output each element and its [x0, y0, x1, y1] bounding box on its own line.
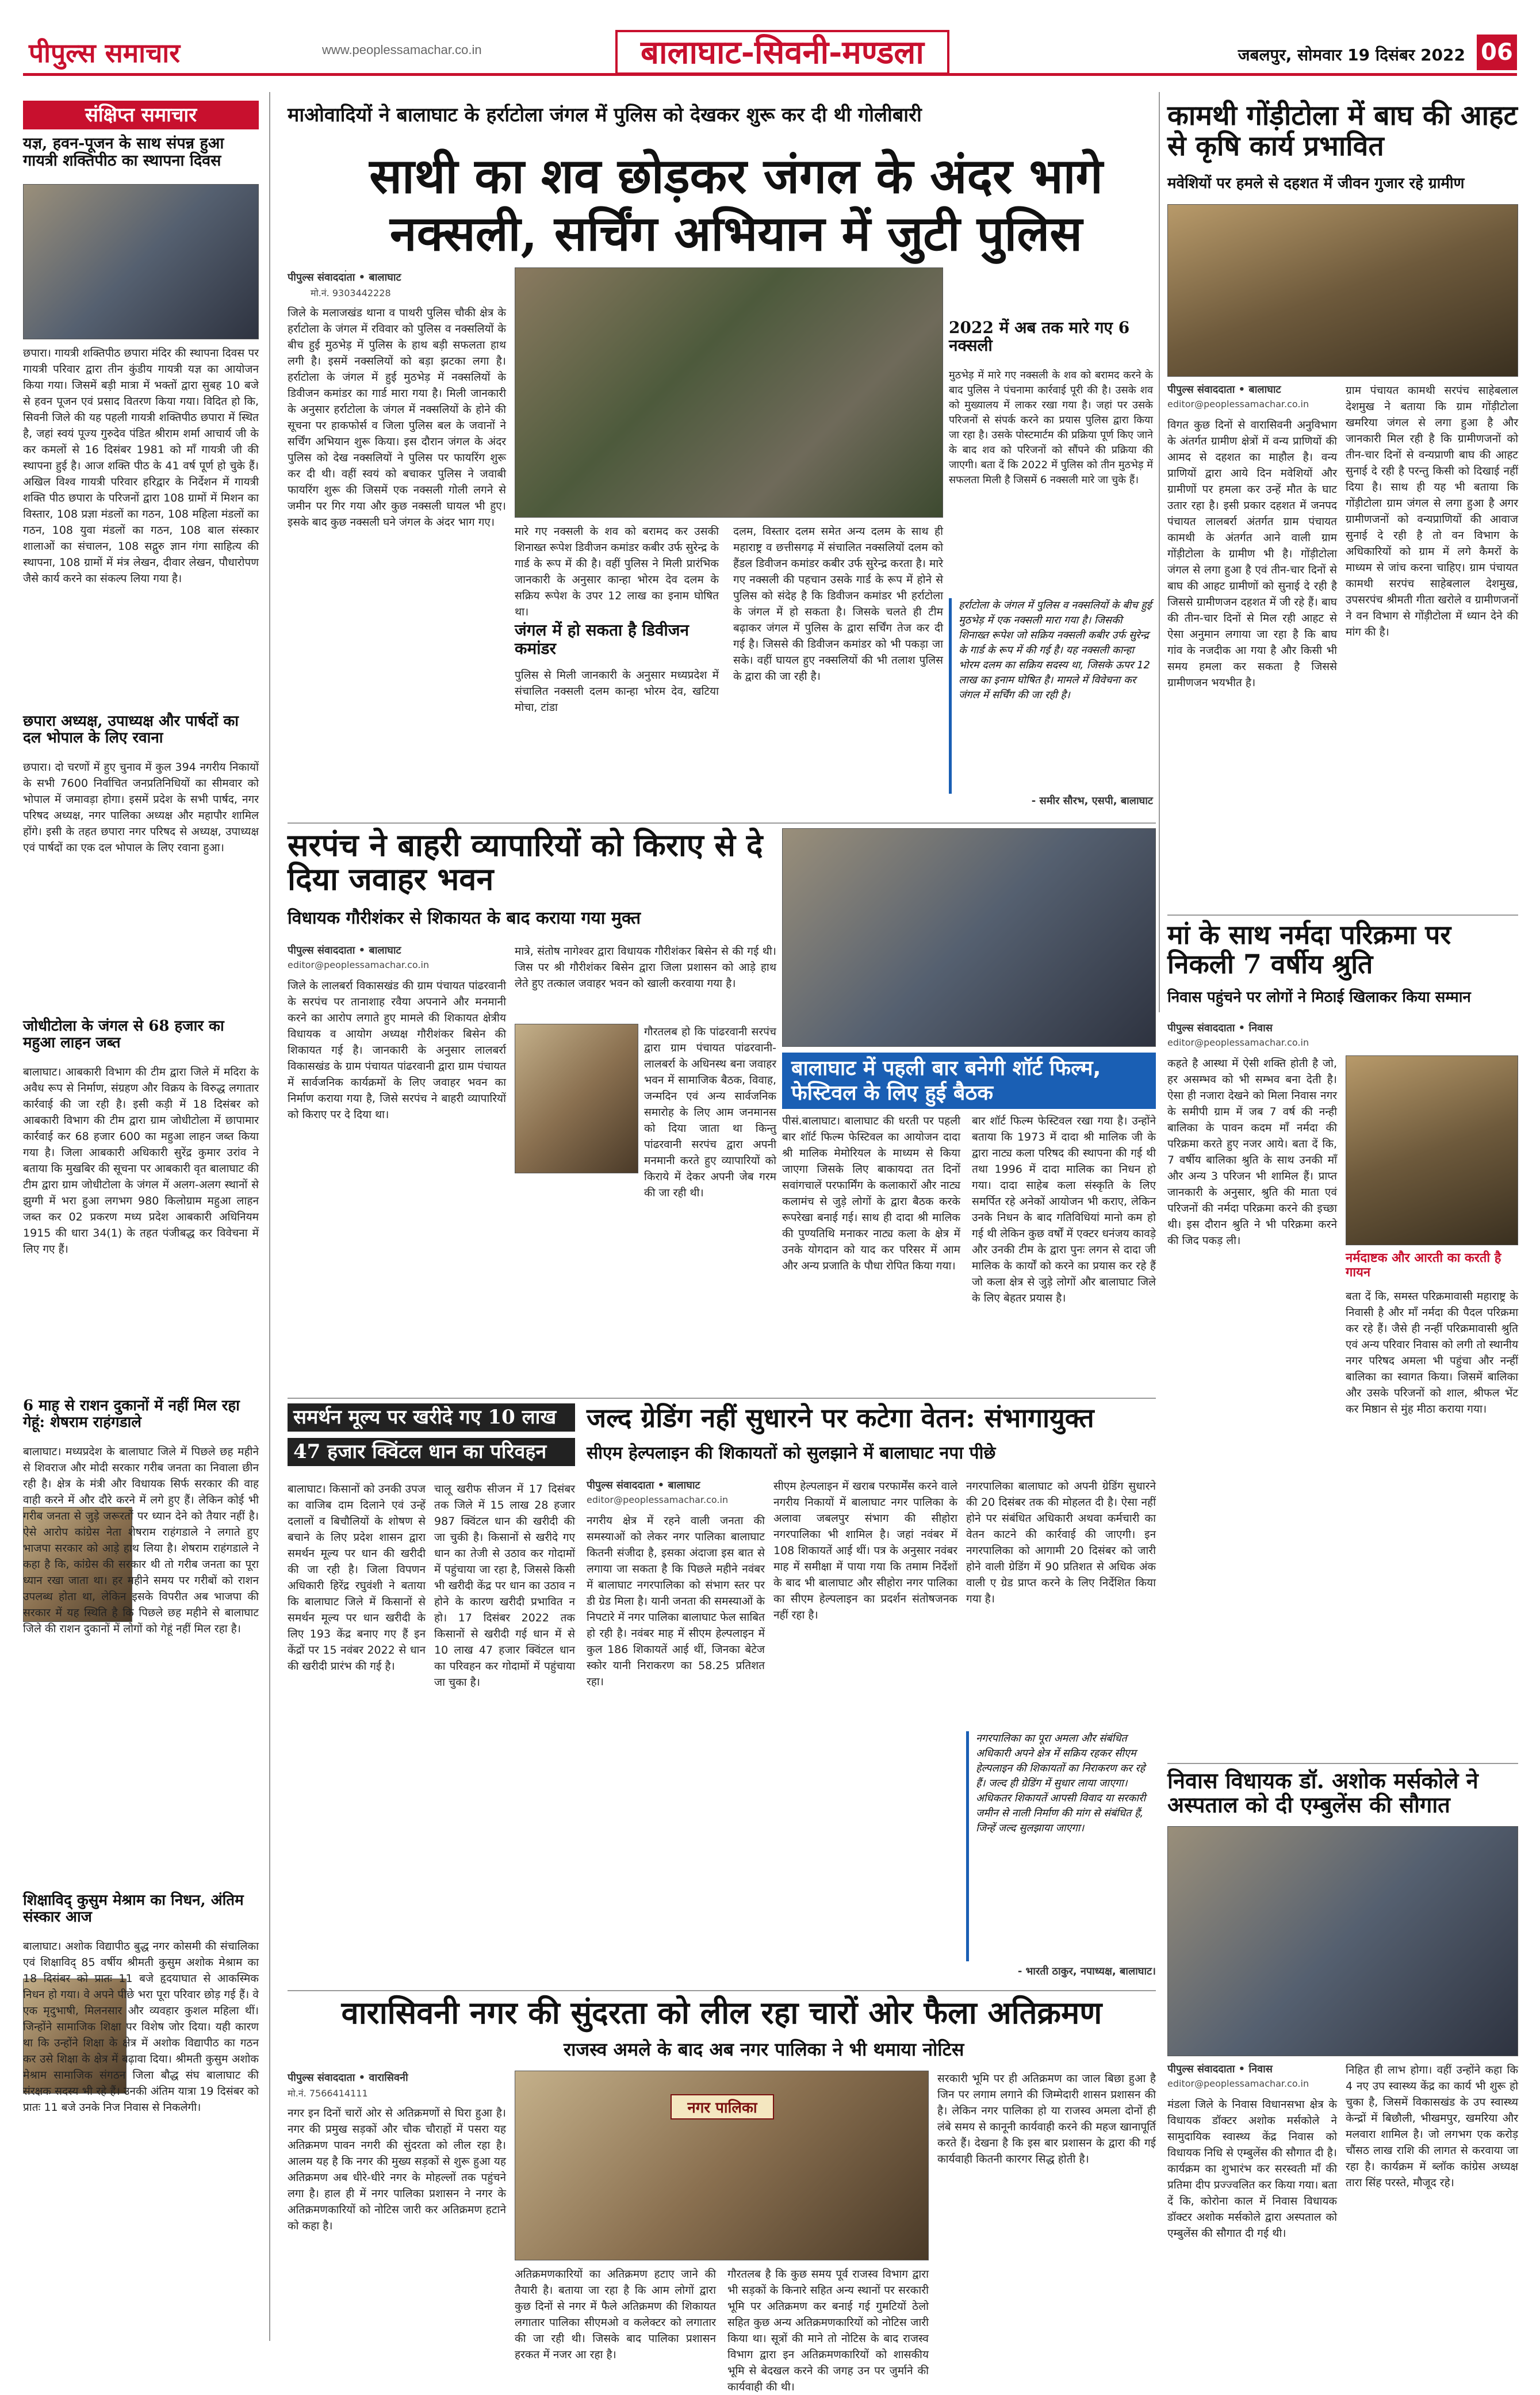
lead-headline: नक्सली, सर्चिंग अभियान में जुटी पुलिस	[390, 205, 1082, 262]
brief-text: छपारा। गायत्री शक्तिपीठ छपारा मंदिर की स्थापना दिवस पर गायत्री परिवार द्वारा तीन कुंडीय गायत्री यज्ञ का आयोजन किया गया। जिसमें बड़ी मात्रा में भक्तों द्वारा सुबह 10 बजे से हवन पूजन एवं प्रसाद वितरण किया गया। विदित हो कि, सिवनी जिले की यह पहली गायत्री शक्तिपीठ छपारा में स्थित है, जहां स्वयं पूज्य गुरुदेव पंडित श्रीराम शर्मा आचार्य जी के कर कमलों से 16 दिसंबर 1981 को माँ गायत्री जी की स्थापना हुई है। आज शक्ति पीठ के 41 वर्ष पूर्ण हो चुके हैं। अखिल विश्व गायत्री परिवार हरिद्वार के निर्देशन में गायत्री शक्ति पीठ छपारा के परिजनों द्वारा 108 ग्रामों में मिशन का विस्तार, 108 प्रज्ञा मंडलों का गठन, 108 महिला मंडलों का गठन, 108 युवा मंडलों का गठन, 108 बाल संस्कार शालाओं का संचालन, 108 सद्गुरु ज्ञान गंगा साहित्य की स्थापना, 108 ग्रामों में मंत्र लेखन, दीवार लेखन, पौधारोपण जैसे कार्य करने का संकल्प लिया गया है।	[23, 347, 259, 585]
sarpanch-text: मात्रे, संतोष नागेश्वर द्वारा विधायक गौरीशंकर बिसेन से की गई थी। जिस पर श्री गौरीशंकर बिसेन द्वारा जिला प्रशासन को आड़े हाथ लेते हुए तत्काल जवाहर भवन को खाली करवाया गया है।	[515, 945, 776, 990]
wages-subhead: सीएम हेल्पलाइन की शिकायतों को सुलझाने में बालाघाट नपा पीछे	[587, 1443, 996, 1463]
section-divider	[288, 1990, 1156, 1991]
byline: पीपुल्स संवाददाता • बालाघाट	[587, 1479, 700, 1491]
section-divider	[1167, 1763, 1518, 1764]
brief-text: बालाघाट। अशोक विद्यापीठ बुद्ध नगर कोसमी की संचालिका एवं शिक्षाविद् 85 वर्षीय श्रीमती कुसुम अशोक मेश्राम का 18 दिसंबर को प्रातः 11 बजे हृदयाघात से आकस्मिक निधन हो गया। वे अपने पीछे भरा पूरा परिवार छोड़ गई हैं। वे एक मृदुभाषी, मिलनसार और व्यवहार कुशल महिला थीं। जिन्होंने सामाजिक शिक्षा पर विशेष जोर दिया। यही कारण था कि उन्होंने शिक्षा के क्षेत्र में अशोक विद्यापीठ का गठन कर उसे शिक्षा के क्षेत्र में बढ़ावा दिया। श्रीमती कुसुम अशोक मेश्राम सामाजिक संगठन जिला बौद्ध संघ बालाघाट की संरक्षक सदस्य भी रहे हैं। उनकी अंतिम यात्रा 19 दिसंबर को प्रातः 11 बजे उनके निज निवास से निकलेगी।	[23, 1940, 259, 2114]
column-divider	[269, 92, 270, 2341]
paddy-text: चालू खरीफ सीजन में 17 दिसंबर तक जिले में 15 लाख 28 हजार 987 क्विंटल धान की खरीदी की जा चुकी है। किसानों से खरीदे गए धान का तेजी से उठाव कर गोदामों में पहुंचाया जा रहा है, जिससे किसी भी खरीदी केंद्र पर धान का उठाव न होने के कारण खरीदी प्रभावित न हो। 17 दिसंबर 2022 तक किसानों से खरीदी गई धान में से 10 लाख 47 हजार क्विंटल धान का परिवहन कर गोदामों में पहुंचाया जा चुका है।	[434, 1483, 575, 1689]
ambulance-text: मंडला जिले के निवास विधानसभा क्षेत्र के विधायक डॉक्टर अशोक मर्सकोले ने सामुदायिक स्वास्थ्य केंद्र निवास को विधायक निधि से एम्बुलेंस की सौगात दी है। कार्यक्रम का शुभारंभ कर सरस्वती माँ की प्रतिमा दीप प्रज्ज्वलित कर किया गया। बता दें कि, कोरोना काल में निवास विधायक डॉक्टर अशोक मर्सकोले द्वारा अस्पताल को एम्बुलेंस की सौगात दी गई थी।	[1167, 2098, 1337, 2240]
wages-headline: जल्द ग्रेडिंग नहीं सुधारने पर कटेगा वेतन: संभागायुक्त	[587, 1402, 1094, 1433]
lead-text: जिले के मलाजखंड थाना व पाथरी पुलिस चौकी क्षेत्र के हर्राटोला के जंगल में रविवार को पुलिस व नक्सलियों के बीच हुई मुठभेड़ में पुलिस के हाथ बड़ी सफलता हाथ लगी है। इसमें नक्सलियों को बड़ा झटका लगा है। हर्राटोला के जंगल में हुई मुठभेड़ में नक्सलियों के डिवीजन कमांडर का गार्ड मारा गया है। मिली जानकारी के अनुसार हर्राटोला के जंगल में नक्सलियों के होने की सूचना पर हाकफोर्स व जिला पुलिस बल के जवानों ने सर्चिंग अभियान शुरू किया। इस दौरान जंगल के अंदर पुलिस को देख नक्सलियों ने पुलिस पर फायरिंग शुरू कर दी थी। वहीं स्वयं को बचाकर पुलिस ने जवाबी फायरिंग शुरू की जिसमें एक नक्सली गोली लगने से जमीन पर गिर गया और कुछ नक्सली घायल भी हुए। इसके बाद कुछ नक्सली घने जंगल के अंदर भाग गए।	[288, 307, 506, 529]
lead-subhead: जंगल में हो सकता है डिवीजन कमांडर	[515, 621, 689, 659]
paddy-headline: समर्थन मूल्य पर खरीदे गए 10 लाख	[288, 1403, 575, 1432]
lead-kicker: माओवादियों ने बालाघाट के हर्राटोला जंगल में पुलिस को देखकर शुरू कर दी थी गोलीबारी	[288, 104, 922, 127]
encroach-text: गौरतलब है कि कुछ समय पूर्व राजस्व विभाग द्वारा भी सड़कों के किनारे सहित अन्य स्थानों पर सरकारी भूमि पर अतिक्रमण कर बनाई गई गुमटियों ठेलो सहित कुछ अन्य अतिक्रमणकारियों को नोटिस जारी किया था। सूत्रों की माने तो नोटिस के बाद राजस्व विभाग द्वारा इन अतिक्रमणकारियों को शासकीय भूमि से बेदखल करने की जगह उन पर जुर्माने की कार्यवाही की थी।	[727, 2268, 929, 2393]
encroach-photo	[515, 2071, 929, 2260]
lead-text: पुलिस से मिली जानकारी के अनुसार मध्यप्रदेश में संचालित नक्सली दलम कान्हा भोरम देव, खटिया मोचा, टांडा	[515, 669, 719, 714]
ambulance-photo	[1167, 1826, 1518, 2056]
encroach-text: नगर इन दिनों चारों ओर से अतिक्रमणों से घिरा हुआ है। नगर की प्रमुख सड़कों और चौक चौराहों में पसरा यह अतिक्रमण पावन नगरी की सुंदरता को लील रहा है। आलम यह है कि नगर की मुख्य सड़कों से शुरू हुआ यह अतिक्रमण अब धीरे-धीरे नगर के मोहल्लों तक पहुंचने लगा है। हाल ही में नगर पालिका प्रशासन ने नगर के अतिक्रमणकारियों को नोटिस जारी कर अतिक्रमण हटाने को कहा है।	[288, 2107, 506, 2232]
column-divider	[1159, 92, 1160, 1012]
chairperson-quote: नगरपालिका का पूरा अमला और संबंधित अधिकारी अपने क्षेत्र में सक्रिय रहकर सीएम हेल्पलाइन की शिकायतों का निराकरण कर रहे हैं। जल्द ही ग्रेडिंग में सुधार लाया जाएगा। अधिकतर शिकायतें आपसी विवाद या सरकारी जमीन से नाली निर्माण की मांग से संबंधित हैं, जिन्हें जल्द सुलझाया जाएगा।	[966, 1731, 1156, 1961]
sarpanch-text: गौरतलब हो कि पांढरवानी सरपंच द्वारा ग्राम पंचायत पांढरवानी-लालबर्रा के अधिनस्थ बना जवाहर भवन में सामाजिक बैठक, विवाह, जन्मदिन एवं अन्य सार्वजनिक समारोह के लिए आम जनमानस को दिया जाता था किन्तु पांढरवानी सरपंच द्वारा अपनी मनमानी करते हुए व्यापारियों को किराये में देकर अपनी जेब गरम की जा रही थी।	[644, 1026, 776, 1199]
section-title: बालाघाट-सिवनी-मण्डला	[615, 30, 949, 75]
wages-text: नगरपालिका बालाघाट को अपनी ग्रेडिंग सुधारने की 20 दिसंबर तक की मोहलत दी है। ऐसा नहीं होने पर संबंधित अधिकारी अथवा कर्मचारी का वेतन काटने की कार्रवाई की जाएगी। इन नगरपालिका को आगामी 20 दिसंबर को जारी होने वाली ग्रेडिंग में 90 प्रतिशत से अधिक अंक वाली ए ग्रेड प्राप्त करने के लिए निर्देशित किया गया है।	[966, 1480, 1156, 1605]
ambulance-headline: निवास विधायक डॉ. अशोक मर्सकोले ने अस्पताल को दी एम्बुलेंस की सौगात	[1167, 1767, 1478, 1818]
brief-text: छपारा। दो चरणों में हुए चुनाव में कुल 394 नगरीय निकायों के सभी 7600 निर्वाचित जनप्रतिनिधियों का सीमवार को भोपाल में जमावड़ा होगा। इसमें प्रदेश के सभी पार्षद, नगर परिषद अध्यक्ष, नगर पालिका अध्यक्ष और महापौर शामिल होंगे। इसी के तहत छपारा नगर परिषद से अध्यक्ष, उपाध्यक्ष एवं पार्षदों का एक दल भोपाल के लिए रवाना हुआ।	[23, 761, 259, 854]
byline: पीपुल्स संवाददाता • निवास	[1167, 2063, 1273, 2075]
encroach-headline: वारासिवनी नगर की सुंदरता को लील रहा चारों ओर फैला अतिक्रमण	[341, 1994, 1102, 2031]
paddy-text: बालाघाट। किसानों को उनकी उपज का वाजिब दाम दिलाने एवं उन्हें दलालों व बिचौलियों के शोषण से बचाने के लिए प्रदेश शासन द्वारा समर्थन मूल्य पर धान की खरीदी की जा रही है। जिला विपणन अधिकारी हिरेंद्र रघुवंशी ने बताया कि बालाघाट जिले में किसानों से समर्थन मूल्य पर धान खरीदी के लिए 193 केंद्र बनाए गए हैं इन केंद्रों पर 15 नवंबर 2022 से धान की खरीदी प्रारंभ की गई है।	[288, 1483, 426, 1673]
brief-headline: यज्ञ, हवन-पूजन के साथ संपन्न हुआ गायत्री शक्तिपीठ का स्थापना दिवस	[23, 135, 224, 170]
box-text: मुठभेड़ में मारे गए नक्सली के शव को बरामद करने के बाद पुलिस ने पंचनामा कार्रवाई पूरी की है। उसके शव को मुख्यालय में लाकर रखा गया है। जहां पर उसके परिजनों से संपर्क करने का प्रयास पुलिस द्वारा किया जा रहा है। उसके पोस्टमार्टम की प्रक्रिया पूर्ण किए जाने के बाद शव को परिजनों को सौंपने की प्रक्रिया की जाएगी। बता दें कि 2022 में पुलिस को तीन मुठभेड़ में सफलता मिली है जिसमें 6 नक्सली मारे जा चुके हैं।	[949, 369, 1153, 486]
page-number: 06	[1477, 35, 1517, 70]
dateline: जबलपुर, सोमवार 19 दिसंबर 2022	[1238, 45, 1465, 64]
shruti-photo	[1346, 1055, 1518, 1245]
brief-headline: छपारा अध्यक्ष, उपाध्यक्ष और पार्षदों का दल भोपाल के लिए रवाना	[23, 713, 239, 747]
shruti-text: बता दें कि, समस्त परिक्रमावासी महाराष्ट्र के निवासी है और माँ नर्मदा की पैदल परिक्रमा कर रहे हैं। जैसे ही नन्हीं परिक्रमावासी श्रुति एवं अन्य परिवार निवास को लगी तो स्थानीय नगर परिषद अमला भी पहुंचा और नन्हीं बालिका का स्वागत किया। जिसमें बालिका और उसके परिजनों को शाल, श्रीफल भेंट कर मिष्ठान से मुंह मीठा कराया गया।	[1346, 1290, 1518, 1415]
section-divider	[288, 822, 1156, 824]
paddy-headline: 47 हजार क्विंटल धान का परिवहन	[288, 1438, 575, 1466]
tiger-headline: कामथी गोंड़ीटोला में बाघ की आहट से कृषि कार्य प्रभावित	[1167, 100, 1518, 162]
encroach-text: अतिक्रमणकारियों का अतिक्रमण हटाए जाने की तैयारी है। बताया जा रहा है कि आम लोगों द्वारा कुछ दिनों से नगर में फैले अतिक्रमण की शिकायत लगातार पालिका सीएमओ व कलेक्टर को लगातार की जा रही थी। जिसके बाद पालिका प्रशासन हरकत में नजर आ रहा है।	[515, 2268, 716, 2361]
wages-text: नगरीय क्षेत्र में रहने वाली जनता की समस्याओं को लेकर नगर पालिका बालाघाट कितनी संजीदा है, इसका अंदाजा इस बात से लगाया जा सकता है कि पिछले महीने नवंबर में बालाघाट नगरपालिका को संभाग स्तर पर डी ग्रेड मिला है। यानी जनता की समस्याओं के निपटारे में नगर पालिका बालाघाट फेल साबित हो रही है। नवंबर माह में सीएम हेल्पलाइन में कुल 186 शिकायतें आई थीं, जिनका बेटेज स्कोर यानी निराकरण का 58.25 प्रतिशत रहा।	[587, 1514, 765, 1688]
wages-text: सीएम हेल्पलाइन में खराब परफार्मेंस करने वाले नगरीय निकायों में बालाघाट नगर पालिका के अलावा जबलपुर संभाग की सीहोरा नगरपालिका भी शामिल है। जहां नवंबर में 108 शिकायतें आई थीं। पत्र के अनुसार नवंबर माह में समीक्षा में पाया गया कि तमाम निर्देशों के बाद भी बालाघाट और सीहोरा नगर पालिका का सीएम हेल्पलाइन का प्रदर्शन संतोषजनक नहीं रहा है।	[773, 1480, 957, 1621]
section-divider	[288, 1398, 1156, 1399]
film-text: पीसं.बालाघाट। बालाघाट की धरती पर पहली बार शॉर्ट फिल्म फेस्टिवल का आयोजन दादा श्री मालिक मेमोरियल के माध्यम से किया जाएगा जिसके लिए बाकायदा तत दिनों सवांगचालें परफार्मिंग के कलाकारों और नाट्य कलामंच से जुड़े लोगों के द्वारा बैठक करके रूपरेखा बनाई गई। साथ ही दादा श्री मालिक की पुण्यतिथि मनाकर नाट्य कला के क्षेत्र में उनके योगदान को याद कर परिसर में आम और अन्य प्रजाति के पौधा रोपित किया गया।	[782, 1115, 960, 1272]
reporter-email[interactable]: editor@peoplessamachar.co.in	[288, 959, 430, 970]
quote-attribution: - समीर सौरभ, एसपी, बालाघाट	[1031, 795, 1153, 807]
reporter-mobile: मो.नं. 9303442228	[311, 288, 391, 299]
byline: पीपुल्स संवाददाता • बालाघाट	[288, 944, 401, 957]
tiger-subhead: मवेशियों पर हमले से दहशत में जीवन गुजार रहे ग्रामीण	[1167, 175, 1465, 192]
film-headline: बालाघाट में पहली बार बनेगी शॉर्ट फिल्म, फेस्टिवल के लिए हुई बैठक	[782, 1053, 1156, 1109]
reporter-email[interactable]: editor@peoplessamachar.co.in	[1167, 1037, 1309, 1048]
lead-text: मारे गए नक्सली के शव को बरामद कर उसकी शिनाख्त रूपेश डिवीजन कमांडर कबीर उर्फ सुरेन्द्र के गार्ड के रूप में की है। वहीं पुलिस ने मिली प्रारंभिक जानकारी के अनुसार कान्हा भोरम देव दलम के सक्रिय रूपेश के उपर 12 लाख का इनाम घोषित था।	[515, 525, 719, 618]
brief-headline: जोधीटोला के जंगल से 68 हजार का महुआ लाहन जब्त	[23, 1017, 224, 1051]
lead-text: दलम, विस्तार दलम समेत अन्य दलम के साथ ही महाराष्ट्र व छत्तीसगढ़ में संचालित नक्सलियों दलम को हैंडल डिवीजन कमांडर कबीर उर्फ सुरेन्द्र करता है। मारे गए नक्सली की पहचान उसके गार्ड के रूप में होने से पुलिस को संदेह है कि डिवीजन कमांडर भी हर्राटोला के जंगल में हो सकता है। जिसके चलते ही टीम बढ़ाकर जंगल में पुलिस के द्वारा सर्चिंग तेज कर दी गई है। जिससे की डिवीजन कमांडर को भी पकड़ा जा सके। वहीं घायल हुए नक्सलियों की भी तलाश पुलिस के द्वारा की जा रही है।	[733, 525, 943, 683]
reporter-email[interactable]: editor@peoplessamachar.co.in	[1167, 2078, 1309, 2089]
spacer	[345, 270, 346, 271]
ambulance-text: निहित ही लाभ होगा। वहीं उन्होंने कहा कि 4 नए उप स्वास्थ्य केंद्र का कार्य भी शुरू हो चुका है, जिसमें विकासखंड के उप स्वास्थ्य केन्द्रों में बिछौली, भीखमपुर, खमरिया और मलवारा शामिल है। जो लगभग एक करोड़ चौंसठ लाख राशि की लागत से करवाया जा रहा है। कार्यक्रम में ब्लॉक कांग्रेस अध्यक्ष तारा सिंह परस्ते, मौजूद रहे।	[1346, 2064, 1518, 2189]
byline: पीपुल्स संवाददाता • बालाघाट	[1167, 384, 1281, 396]
encroach-text: सरकारी भूमि पर ही अतिक्रमण का जाल बिछा हुआ है जिन पर लगाम लगाने की जिम्मेदारी शासन प्रशासन की है। लेकिन नगर पालिका हो या राजस्व अमला दोनों ही लंबे समय से कानूनी कार्यवाही करने की महज खानापूर्ति करते हैं। देखना है कि इस बार प्रशासन के द्वारा की गई कार्यवाही कितनी कारगर सिद्ध होती है।	[937, 2072, 1156, 2166]
box-headline: 2022 में अब तक मारे गए 6 नक्सली	[949, 318, 1130, 355]
tiger-text: विगत कुछ दिनों से वारासिवनी अनुविभाग के अंतर्गत ग्रामीण क्षेत्रों में वन्य प्राणियों की आमद से दहशत का माहौल है। वन्य प्राणियों द्वारा आये दिन मवेशियों और ग्रामीणों पर हमला कर उन्हें मौत के घाट उतार रहा है। इसी प्रकार दहशत में जनपद पंचायत लालबर्रा अंतर्गत ग्राम पंचायत कामथी के अंतर्गत आने वाली ग्राम गोंड़ीटोला के ग्रामीण भी है। गोंड़ीटोला जंगल से लगा हुआ है एवं तीन-चार दिनों से बाघ की आहट ग्रामीणों को सुनाई दे रही है जिससे ग्रामीणजन दहशत में जी रहे हैं। बाघ की तीन-चार दिनों से मिल रही आहट से ऐसा अनुमान लगाया जा रहा है कि बाघ गांव के नजदीक आ गया है और किसी भी समय हमला कर सकता है जिससे ग्रामीणजन भयभीत है।	[1167, 419, 1337, 689]
shruti-headline: मां के साथ नर्मदा परिक्रमा पर निकली 7 वर्षीय श्रुति	[1167, 919, 1451, 980]
reporter-email[interactable]: editor@peoplessamachar.co.in	[1167, 399, 1309, 410]
reporter-email[interactable]: editor@peoplessamachar.co.in	[587, 1494, 729, 1505]
byline: पीपुल्स संवाददाता • बालाघाट	[288, 271, 401, 284]
brief-text: बालाघाट। मध्यप्रदेश के बालाघाट जिले में पिछले छह महीने से शिवराज और मोदी सरकार गरीब जनता का निवाला छीन रही है। क्षेत्र के मंत्री और विधायक सिर्फ सरकार की वाह वाही करने में और दौरे करने में लगे हुए हैं। लेकिन कोई भी गरीब जनता से जुड़े जरूरतों पर ध्यान देने को तैयार नहीं है। ऐसे आरोप कांग्रेस नेता शेषराम राहंगडाले ने लगाते हुए भाजपा सरकार को आड़े हाथ लिया है। शेषराम राहंगडाले ने कहा है कि, कांग्रेस की सरकार थी तो गरीब जनता का पूरा ध्यान रखा जाता था। हर महीने समय पर गरीबों को राशन उपलब्ध होता था, लेकिन इसके विपरीत अब भाजपा की सरकार में यह स्थिति है कि पिछले छह महीने से बालाघाट जिले की राशन दुकानों में लोगों को गेहूं नहीं मिल रहा है।	[23, 1445, 259, 1635]
sp-quote: हर्राटोला के जंगल में पुलिस व नक्सलियों के बीच हुई मुठभेड़ में एक नक्सली मारा गया है। जिसकी शिनाख्त रूपेश जो सक्रिय नक्सली कबीर उर्फ सुरेन्द्र के गार्ड के रूप में की गई है। यह नक्सली कान्हा भोरम दलम का सक्रिय सदस्य था, जिसके ऊपर 12 लाख का इनाम घोषित है। मामले में विवेचना कर जंगल में सर्चिंग की जा रही है।	[949, 598, 1153, 794]
reporter-mobile: मो.नं. 7566414111	[288, 2088, 368, 2099]
lead-photo	[515, 267, 943, 518]
shruti-subhead: नर्मदाष्टक और आरती का करती है गायन	[1346, 1251, 1501, 1280]
brief-headline: शिक्षाविद् कुसुम मेश्राम का निधन, अंतिम संस्कार आज	[23, 1892, 244, 1926]
byline: पीपुल्स संवाददाता • निवास	[1167, 1022, 1273, 1034]
brief-photo	[23, 184, 259, 339]
brief-headline: 6 माह से राशन दुकानों में नहीं मिल रहा गेहूं: शेषराम राहंगडाले	[23, 1397, 240, 1431]
byline: पीपुल्स संवाददाता • वारासिवनी	[288, 2072, 408, 2084]
tiger-text: ग्राम पंचायत कामथी सरपंच साहेबलाल देशमुख ने बताया कि ग्राम गोंड़ीटोला खमरिया जंगल से लगा हुआ है और जानकारी मिल रही है कि ग्रामीणजनों को तीन-चार दिनों से वन्यप्राणी बाघ की आहट सुनाई दे रही है परन्तु किसी को दिखाई नहीं दिया है। साथ ही यह भी बताया कि गोंड़ीटोला ग्राम जंगल से लगा हुआ है अगर ग्रामीणजनों को वन्यप्राणियों की आवाज सुनाई दे रही है तो वन विभाग के अधिकारियों को ग्राम में लगे कैमरों के माध्यम से जांच करना चाहिए। ग्राम पंचायत कामथी सरपंच साहेबलाल देशमुख, उपसरपंच श्रीमती गीता खरोले व ग्रामीणजनों ने वन विभाग से गोंड़ीटोला में ध्यान देने की मांग की है।	[1346, 384, 1518, 638]
brand-logo: पीपुल्स समाचार	[29, 37, 181, 68]
section-divider	[1167, 915, 1518, 916]
tiger-photo	[1167, 204, 1518, 377]
shruti-subhead: निवास पहुंचने पर लोगों ने मिठाई खिलाकर किया सम्मान	[1167, 989, 1471, 1006]
site-url[interactable]: www.peoplessamachar.co.in	[322, 43, 482, 57]
quote-attribution: - भारती ठाकुर, नपाध्यक्ष, बालाघाट।	[1017, 1965, 1156, 1977]
lead-headline: साथी का शव छोड़कर जंगल के अंदर भागे	[369, 147, 1103, 204]
encroach-subhead: राजस्व अमले के बाद अब नगर पालिका ने भी थमाया नोटिस	[564, 2038, 964, 2060]
nagarpalika-sign: नगर पालिका	[671, 2094, 774, 2119]
sarpanch-subhead: विधायक गौरीशंकर से शिकायत के बाद कराया गया मुक्त	[288, 908, 641, 928]
brief-text: बालाघाट। आबकारी विभाग की टीम द्वारा जिले में मदिरा के अवैध रूप से निर्माण, संग्रहण और विक्रय के विरुद्ध लगातार कार्रवाई की जा रही है। इसी कड़ी में 18 दिसंबर को आबकारी विभाग की टीम द्वारा ग्राम जोधीटोला में छापामार कार्रवाई कर 68 हजार 600 का महुआ लाहन जब्त किया गया है। जिला आबकारी अधिकारी सुरेंद्र कुमार उरांव ने बताया कि मुखबिर की सूचना पर आबकारी वृत बालाघाट की टीम द्वारा ग्राम जोधीटोला के जंगल में अलग-अलग स्थानों से झुग्गी में भरा हुआ लगभग 980 किलोग्राम महुआ लाहन जब्त कर 02 प्रकरण मध्य प्रदेश आबकारी अधिनियम 1915 की धारा 34(1) के तहत पंजीबद्ध कर विवेचना में लिए गए हैं।	[23, 1066, 259, 1256]
masthead	[23, 30, 1517, 76]
sarpanch-photo	[515, 1024, 638, 1173]
sidebar-header: संक्षिप्त समाचार	[23, 101, 259, 129]
film-photo	[782, 828, 1156, 1047]
film-text: बार शॉर्ट फिल्म फेस्टिवल रखा गया है। उन्होंने बताया कि 1973 में दादा श्री मालिक जी के द्वारा नाट्य कला परिषद की स्थापना की गई थी तथा 1996 में दादा मालिक का निधन हो गया। दादा साहेब कला संस्कृति के लिए समर्पित रहे अनेकों आयोजन भी कराए, लेकिन उनके निधन के बाद गतिविधियां मानो कम हो गई थी लेकिन कुछ वर्षों में एक्टर धनंजय कावड़े और उनकी टीम के द्वारा पुनः लगन से दादा जी मालिक के कार्यों को करने का प्रयास कर रहे हैं जो कला क्षेत्र से जुड़े लोगों और बालाघाट जिले के लिए बेहतर प्रयास है।	[972, 1115, 1156, 1304]
sarpanch-text: जिले के लालबर्रा विकासखंड की ग्राम पंचायत पांढरवानी के सरपंच पर तानाशाह रवैया अपनाने और मनमानी करने का आरोप लगाते हुए मामले की शिकायत क्षेत्रीय विधायक व आयोग अध्यक्ष गौरीशंकर बिसेन की शिकायत गई है। जानकारी के अनुसार लालबर्रा विकासखंड के ग्राम पंचायत पांढरवानी द्वारा ग्राम पंचायत में सार्वजनिक कार्यक्रमों के लिए जवाहर भवन का निर्माण कराया गया है, जिसे सरपंच ने बाहरी व्यापारियों को किराए पर दे दिया था।	[288, 980, 506, 1121]
shruti-text: कहते है आस्था में ऐसी शक्ति होती है जो, हर असम्भव को भी सम्भव बना देती है। ऐसा ही नजारा देखने को मिला निवास नगर के समीपी ग्राम में जब 7 वर्ष की नन्ही बालिका के पावन कदम माँ नर्मदा की परिक्रमा करते हुए नजर आये। बता दें कि, 7 वर्षीय बालिका श्रुति के साथ उनकी माँ और अन्य 3 परिजन भी शामिल हैं। प्राप्त जानकारी के अनुसार, श्रुति की माता एवं परिजनों की नर्मदा परिक्रमा करने की इच्छा थी। इस दौरान श्रुति ने भी परिक्रमा करने की जिद पकड़ ली।	[1167, 1057, 1337, 1247]
sarpanch-headline: सरपंच ने बाहरी व्यापारियों को किराए से दे दिया जवाहर भवन	[288, 827, 763, 898]
